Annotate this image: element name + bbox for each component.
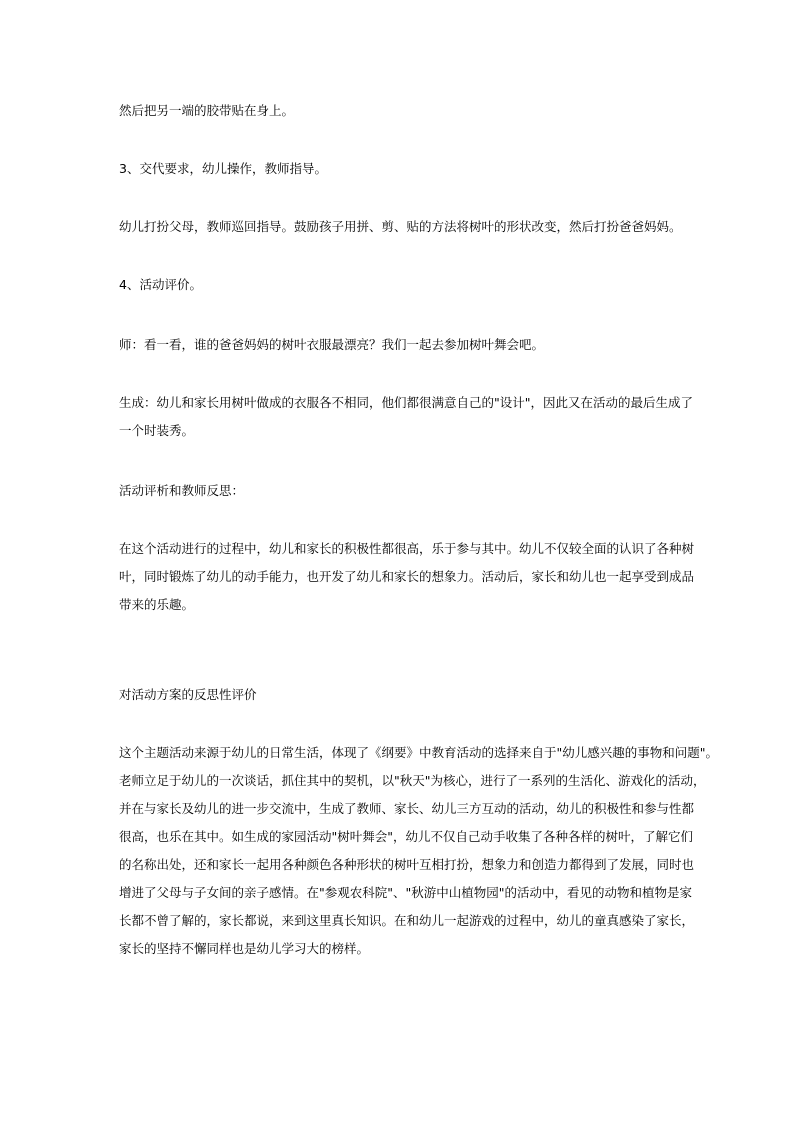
text-line: 长都不曾了解的，家长都说，来到这里真长知识。在和幼儿一起游戏的过程中，幼儿的童真感染了家长，	[119, 913, 695, 928]
text-line: 3、交代要求，幼儿操作，教师指导。	[119, 161, 327, 176]
paragraph-reflection-body	[119, 739, 719, 963]
section-heading-reflection	[119, 681, 679, 709]
text-line: 生成：幼儿和家长用树叶做成的衣服各不相同，他们都很满意自己的"设计"，因此又在活动的最后生成了	[119, 395, 694, 410]
paragraph-teacher-question	[119, 331, 679, 359]
paragraph-step-4	[119, 271, 679, 299]
text-line: 对活动方案的反思性评价	[119, 687, 257, 702]
text-line: 幼儿打扮父母，教师巡回指导。鼓励孩子用拼、剪、贴的方法将树叶的形状改变，然后打扮爸爸妈妈。	[119, 219, 682, 234]
paragraph-step-3	[119, 155, 679, 183]
paragraph-tape-instruction	[119, 97, 679, 125]
paragraph-children-dress-parents	[119, 213, 682, 241]
text-line: 这个主题活动来源于幼儿的日常生活，体现了《纲要》中教育活动的选择来自于"幼儿感兴趣的事物和问题"。	[119, 745, 719, 760]
text-line: 然后把另一端的胶带贴在身上。	[119, 103, 295, 118]
section-heading-evaluation	[119, 477, 679, 505]
text-line: 的名称出处，还和家长一起用各种颜色各种形状的树叶互相打扮，想象力和创造力都得到了发展，同时也	[119, 857, 695, 872]
text-line: 4、活动评价。	[119, 277, 202, 292]
text-line: 一个时装秀。	[119, 423, 195, 438]
paragraph-evaluation-body	[119, 535, 695, 619]
text-line: 在这个活动进行的过程中，幼儿和家长的积极性都很高，乐于参与其中。幼儿不仅较全面的认识了各种树	[119, 541, 695, 556]
paragraph-generation	[119, 389, 694, 445]
text-line: 增进了父母与子女间的亲子感情。在"参观农科院"、"秋游中山植物园"的活动中，看见的动物和植物是家	[119, 885, 693, 900]
text-line: 活动评析和教师反思：	[119, 483, 245, 498]
text-line: 叶，同时锻炼了幼儿的动手能力，也开发了幼儿和家长的想象力。活动后，家长和幼儿也一起享受到成品	[119, 569, 695, 584]
text-line: 带来的乐趣。	[119, 597, 195, 612]
text-line: 并在与家长及幼儿的进一步交流中，生成了教师、家长、幼儿三方互动的活动，幼儿的积极性和参与性都	[119, 801, 695, 816]
text-line: 师：看一看，谁的爸爸妈妈的树叶衣服最漂亮？我们一起去参加树叶舞会吧。	[119, 337, 545, 352]
text-line: 很高，也乐在其中。如生成的家园活动"树叶舞会"，幼儿不仅自己动手收集了各种各样的树叶，了解它们	[119, 829, 694, 844]
text-line: 老师立足于幼儿的一次谈话，抓住其中的契机，以"秋天"为核心，进行了一系列的生活化、游戏化的活动，	[119, 773, 706, 788]
text-line: 家长的坚持不懈同样也是幼儿学习大的榜样。	[119, 941, 370, 956]
